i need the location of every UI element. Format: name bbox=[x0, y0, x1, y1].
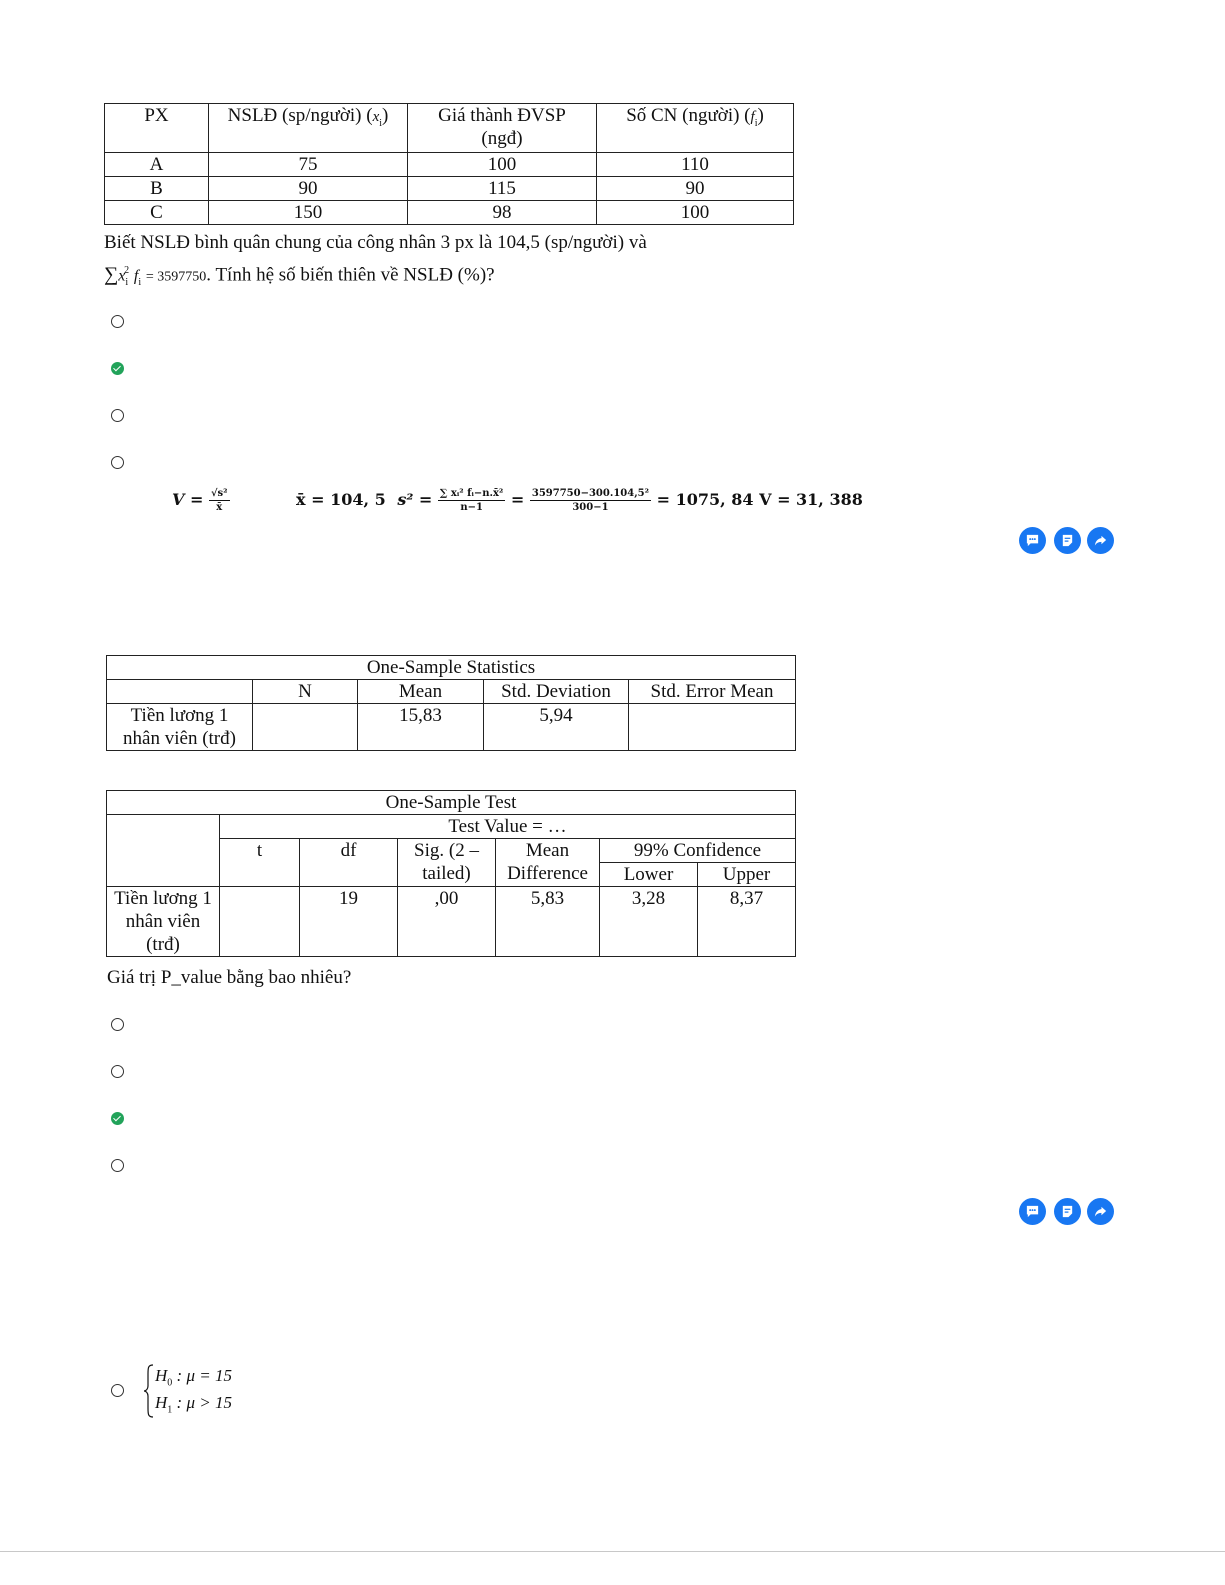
note-icon bbox=[1060, 1204, 1075, 1219]
cell bbox=[253, 704, 358, 751]
q2-question: Giá trị P_value bằng bao nhiêu? bbox=[107, 967, 352, 988]
cell: 150 bbox=[209, 201, 408, 225]
table-row bbox=[105, 201, 794, 225]
table-row bbox=[105, 177, 794, 201]
cell bbox=[107, 815, 220, 887]
cell: 90 bbox=[597, 177, 794, 201]
share-button[interactable] bbox=[1087, 1198, 1114, 1225]
comment-button[interactable] bbox=[1019, 527, 1046, 554]
q2-answer-b-radio[interactable] bbox=[111, 1065, 124, 1078]
q1-text-line2: $\sum x_i^2$ $f_i = 3597750$. Tính hệ số biến thiên về NSLĐ (%)? bbox=[104, 263, 495, 289]
cell: Mean bbox=[358, 680, 484, 704]
cell: 115 bbox=[408, 177, 597, 201]
q1-answer-b-radio-selected[interactable] bbox=[111, 362, 124, 375]
cell: t bbox=[220, 839, 300, 887]
cell: 5,83 bbox=[496, 887, 600, 957]
table-row bbox=[107, 887, 796, 957]
cell: 19 bbox=[300, 887, 398, 957]
cell: Tiền lương 1 nhân viên (trđ) bbox=[107, 704, 253, 751]
cell: 100 bbox=[597, 201, 794, 225]
footer-divider bbox=[0, 1551, 1225, 1552]
cell: Mean Difference bbox=[496, 839, 600, 887]
cell: 5,94 bbox=[484, 704, 629, 751]
header-nsld: NSLĐ (sp/người) $(x_i)$ bbox=[209, 104, 408, 153]
note-icon bbox=[1060, 533, 1075, 548]
table-row bbox=[105, 153, 794, 177]
cell bbox=[629, 704, 796, 751]
q2-answer-a-radio[interactable] bbox=[111, 1018, 124, 1031]
cell: 110 bbox=[597, 153, 794, 177]
cell: 15,83 bbox=[358, 704, 484, 751]
comment-icon bbox=[1025, 533, 1040, 548]
brace-icon bbox=[143, 1364, 155, 1418]
header-so-cn: Số CN (người) $(f_i)$ bbox=[597, 104, 794, 153]
header-gia-thanh: Giá thành ĐVSP (ngđ) bbox=[408, 104, 597, 153]
cell: Lower bbox=[600, 863, 698, 887]
cell: 8,37 bbox=[698, 887, 796, 957]
cell: N bbox=[253, 680, 358, 704]
test-title: One-Sample Test bbox=[107, 791, 796, 815]
cell: A bbox=[105, 153, 209, 177]
share-icon bbox=[1093, 1204, 1108, 1219]
comment-icon bbox=[1025, 1204, 1040, 1219]
q1-explanation-v: V = $\frac{\text{√s²}}{x̄}$ bbox=[172, 488, 228, 513]
cell: Std. Deviation bbox=[484, 680, 629, 704]
cell bbox=[107, 680, 253, 704]
cell: Tiền lương 1 nhân viên (trđ) bbox=[107, 887, 220, 957]
q3-hypothesis bbox=[143, 1362, 243, 1422]
q3-answer-a-radio[interactable] bbox=[111, 1384, 124, 1397]
q1-table-header bbox=[105, 104, 794, 153]
q2-answer-c-radio-selected[interactable] bbox=[111, 1112, 124, 1125]
cell: C bbox=[105, 201, 209, 225]
cell: df bbox=[300, 839, 398, 887]
cell: 99% Confidence bbox=[600, 839, 796, 863]
table-header-row bbox=[107, 815, 796, 839]
q2-answer-d-radio[interactable] bbox=[111, 1159, 124, 1172]
note-button[interactable] bbox=[1054, 1198, 1081, 1225]
h0-line: $H_0$ : μ = 15 bbox=[155, 1366, 232, 1389]
q1-answer-a-radio[interactable] bbox=[111, 315, 124, 328]
table-header-row bbox=[107, 680, 796, 704]
one-sample-statistics-table bbox=[106, 655, 796, 751]
cell: Sig. (2 – tailed) bbox=[398, 839, 496, 887]
q1-text-line1: Biết NSLĐ bình quân chung của công nhân 3 px là 104,5 (sp/người) và bbox=[104, 232, 647, 253]
cell: 98 bbox=[408, 201, 597, 225]
cell: 3,28 bbox=[600, 887, 698, 957]
q1-answer-c-radio[interactable] bbox=[111, 409, 124, 422]
comment-button[interactable] bbox=[1019, 1198, 1046, 1225]
test-value: Test Value = … bbox=[220, 815, 796, 839]
table-title-row bbox=[107, 656, 796, 680]
cell: B bbox=[105, 177, 209, 201]
stats-title: One-Sample Statistics bbox=[107, 656, 796, 680]
cell: Std. Error Mean bbox=[629, 680, 796, 704]
q1-table bbox=[104, 103, 794, 225]
cell: 75 bbox=[209, 153, 408, 177]
cell: ,00 bbox=[398, 887, 496, 957]
table-row bbox=[107, 704, 796, 751]
q1-explanation-calc: x̄ = 104, 5 s² = $\frac{\text{∑ xᵢ² fᵢ−n.x̄²}}{n-1}$ = $\frac{\text{3597750−300.104,5²}}{300-1}$ = 1075, 84 V = 31, 388 bbox=[296, 488, 863, 513]
one-sample-test-table bbox=[106, 790, 796, 957]
table-title-row bbox=[107, 791, 796, 815]
h1-line: $H_1$ : μ > 15 bbox=[155, 1393, 232, 1416]
cell: 90 bbox=[209, 177, 408, 201]
cell bbox=[220, 887, 300, 957]
share-button[interactable] bbox=[1087, 527, 1114, 554]
note-button[interactable] bbox=[1054, 527, 1081, 554]
header-px: PX bbox=[105, 104, 209, 153]
q1-answer-d-radio[interactable] bbox=[111, 456, 124, 469]
cell: Upper bbox=[698, 863, 796, 887]
cell: 100 bbox=[408, 153, 597, 177]
share-icon bbox=[1093, 533, 1108, 548]
